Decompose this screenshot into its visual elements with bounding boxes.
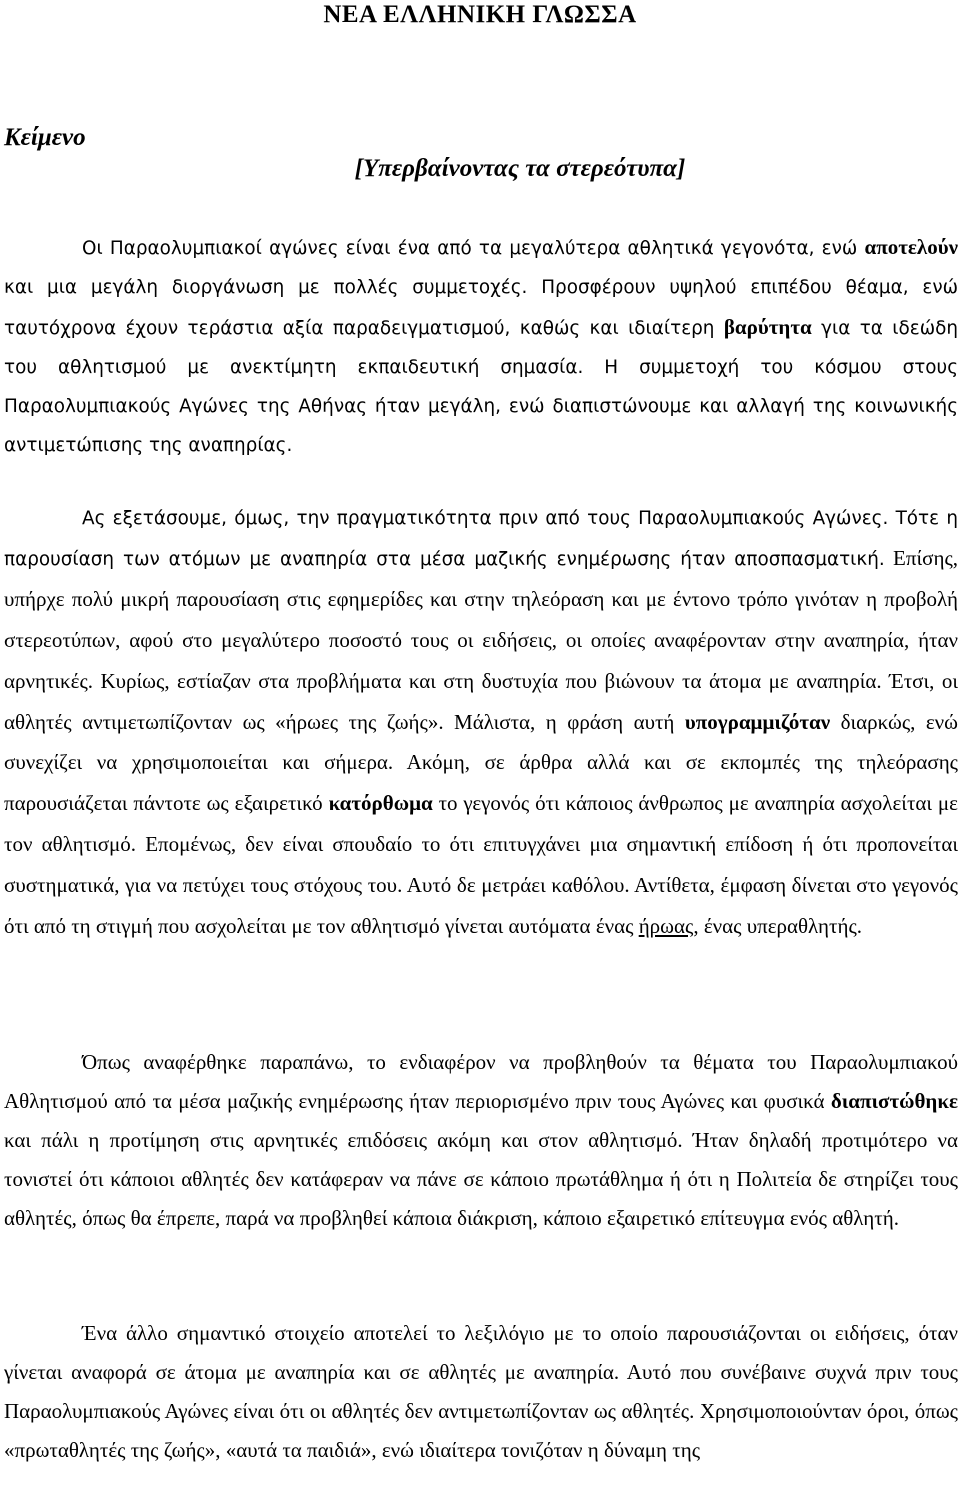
paragraph-1 [4, 228, 958, 465]
document-title: ΝΕΑ ΕΛΛΗΝΙΚΗ ΓΛΩΣΣΑ [323, 1, 637, 28]
text-run: και μια μεγάλη διοργάνωση με πολλές συμμετοχές. Προσφέρουν υψηλού επιπέδου θέαμα, ενώ ταυτόχρονα έχουν τεράστια αξία παραδειγματισμού, καθώς και ιδιαίτερη [4, 276, 958, 339]
paragraph-4 [4, 1314, 958, 1470]
section-label: Κείμενο [4, 124, 86, 151]
text-run: Οι Παραολυμπιακοί αγώνες είναι ένα από τα μεγαλύτερα αθλητικά γεγονότα, ενώ [82, 238, 865, 259]
text-run: το γεγονός ότι κάποιος άνθρωπος με αναπηρία ασχολείται με τον αθλητισμό. Επομένως, δεν είναι σπουδαίο το ότι επιτυγχάνει μια σημαντική επίδοση ή ότι προπονείται συστηματικά, για να πετύχει τους στόχους του. Αυτό δε μετράει καθόλου. Αντίθετα, έμφαση δίνεται στο γεγονός ότι από τη στιγμή που ασχολείται με τον αθλητισμό γίνεται αυτόματα ένας [4, 791, 958, 939]
paragraph-2 [4, 500, 958, 948]
text-run: και πάλι η προτίμηση στις αρνητικές επιδόσεις ακόμη και στον αθλητισμό. Ήταν δηλαδή προτιμότερο να τονιστεί ότι κάποιοι αθλητές δεν κατάφεραν να πάνε σε κάποιο πρωτάθλημα ή ότι η Πολιτεία δε στηρίζει τους αθλητές, όπως θα έπρεπε, παρά να προβληθεί κάποια διάκριση, κάποιο εξαιρετικό επίτευγμα ενός αθλητή. [4, 1127, 958, 1230]
bold-term: κατόρθωμα [328, 791, 433, 816]
bold-term: βαρύτητα [723, 314, 812, 339]
text-run: Ένα άλλο σημαντικό στοιχείο αποτελεί το λεξιλόγιο με το οποίο παρουσιάζονται οι ειδήσεις, όταν γίνεται αναφορά σε άτομα με αναπηρία και σε αθλητές με αναπηρία. Αυτό που συνέβαινε συχνά πριν τους Παραολυμπιακούς Αγώνες είναι ότι οι αθλητές δεν αντιμετωπίζονταν ως αθλητές. Χρησιμοποιούνταν όροι, όπως «πρωταθλητές της ζωής», «αυτά τα παιδιά», ενώ ιδιαίτερα τονιζόταν η δύναμη της [4, 1321, 958, 1462]
text-run: για τα ιδεώδη του αθλητισμού με ανεκτίμητη εκπαιδευτική σημασία. Η συμμετοχή του κόσμου στους Παραολυμπιακούς Αγώνες της Αθήνας ήταν μεγάλη, ενώ διαπιστώνουμε και αλλαγή της κοινωνικής αντιμετώπισης της αναπηρίας. [4, 317, 959, 456]
text-title: [Υπερβαίνοντας τα στερεότυπα] [354, 155, 686, 182]
bold-term: αποτελούν [864, 235, 958, 259]
text-run: Ας εξετάσουμε, όμως, την πραγματικότητα πριν από τους Παραολυμπιακούς Αγώνες. Τότε η παρουσίαση των ατόμων με αναπηρία στα μέσα μαζικής ενημέρωσης ήταν αποσπασματική. [4, 508, 958, 570]
text-run: , ένας υπεραθλητής. [693, 914, 863, 939]
text-run: διαρκώς, ενώ συνεχίζει να χρησιμοποιείται και σήμερα. Ακόμη, σε άρθρα αλλά και σε εκπομπές της τηλεόρασης παρουσιάζεται πάντοτε ως εξαιρετικό [4, 709, 958, 816]
bold-term: διαπιστώθηκε [830, 1088, 958, 1113]
paragraph-3 [4, 1043, 958, 1238]
underlined-term: ήρωας [638, 914, 694, 939]
text-run: Όπως αναφέρθηκε παραπάνω, το ενδιαφέρον να προβληθούν τα θέματα του Παραολυμπιακού Αθλητισμού από τα μέσα μαζικής ενημέρωσης ήταν περιορισμένο πριν τους Αγώνες και φυσικά [4, 1050, 958, 1113]
text-run: Επίσης, υπήρχε πολύ μικρή παρουσίαση στις εφημερίδες και στην τηλεόραση και με έντονο τρόπο γινόταν η προβολή στερεοτύπων, αφού στο μεγαλύτερο ποσοστό τους οι ειδήσεις, οι οποίες αναφέρονταν στην αναπηρία, ήταν αρνητικές. Κυρίως, εστίαζαν στα προβλήματα και στη δυστυχία που βιώνουν τα άτομα με αναπηρία. Έτσι, οι αθλητές αντιμετωπίζονταν ως «ήρωες της ζωής». Μάλιστα, η φράση αυτή [4, 545, 959, 734]
bold-term: υπογραμμιζόταν [684, 709, 831, 734]
